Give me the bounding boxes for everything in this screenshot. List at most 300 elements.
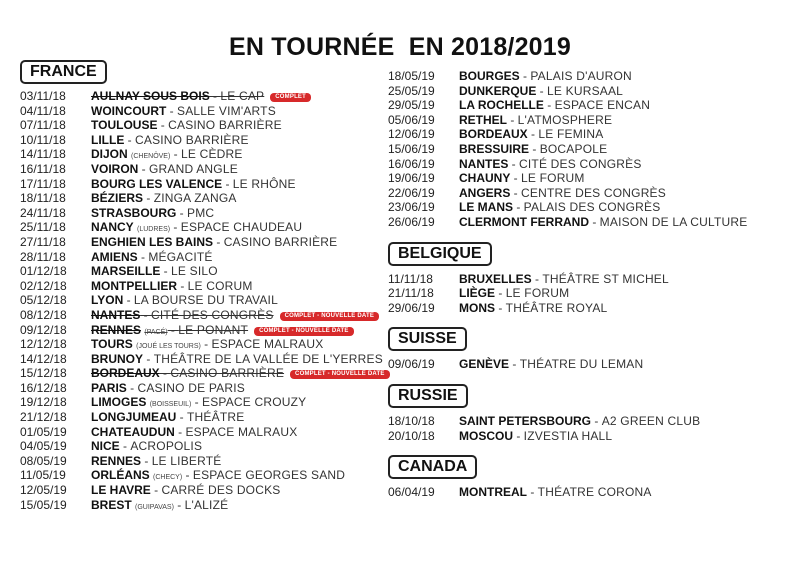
city-name: MARSEILLE	[91, 264, 161, 279]
tour-date-row	[388, 84, 747, 99]
city-name: DUNKERQUE	[459, 83, 537, 98]
date-text: 14/12/18	[20, 351, 67, 366]
show-info	[91, 498, 228, 512]
separator-dash: -	[126, 380, 138, 395]
show-info	[459, 414, 700, 428]
city-name: ANGERS	[459, 185, 511, 200]
venue-name: ACROPOLIS	[130, 439, 203, 454]
page-title: EN TOURNÉE EN 2018/2019	[229, 33, 571, 61]
separator-dash: -	[150, 483, 162, 498]
date-text: 11/11/18	[388, 271, 433, 286]
venue-name: CITÉ DES CONGRÈS	[519, 156, 642, 171]
city-area-note: (BOISSEUIL)	[149, 401, 192, 409]
city-name: LIMOGES	[91, 395, 147, 410]
date-text: 19/06/19	[388, 171, 435, 186]
city-name: BRUXELLES	[459, 271, 532, 286]
right-column	[388, 69, 747, 512]
tour-date-row	[20, 352, 390, 367]
separator-dash: -	[141, 453, 152, 468]
status-badge: COMPLET	[270, 93, 311, 102]
separator-dash: -	[182, 468, 193, 483]
date-text: 02/12/18	[20, 278, 67, 293]
country-label: SUISSE	[388, 327, 467, 351]
date-text: 21/12/18	[20, 410, 67, 425]
date-text: 08/05/19	[20, 453, 67, 468]
date-text: 18/11/18	[20, 191, 66, 206]
city-area-note: (CHENÔVE)	[131, 153, 171, 161]
venue-name: THÉATRE DU LEMAN	[519, 357, 644, 372]
city-name: TOULOUSE	[91, 118, 158, 133]
separator-dash: -	[519, 69, 531, 83]
separator-dash: -	[507, 112, 518, 127]
venue-name: L'ALIZÉ	[184, 497, 229, 512]
city-name: MOSCOU	[459, 428, 513, 443]
separator-dash: -	[589, 214, 600, 229]
venue-name: THÉÂTRE ROYAL	[505, 300, 608, 315]
tour-date-row	[388, 127, 747, 142]
tour-date-row	[388, 429, 747, 444]
country-section	[388, 384, 747, 443]
date-text: 23/06/19	[388, 200, 435, 215]
show-info	[459, 301, 607, 315]
show-info	[459, 485, 652, 499]
show-info	[459, 429, 612, 443]
date-text: 15/05/19	[20, 497, 67, 512]
venue-name: LE PONANT	[178, 322, 249, 337]
country-header	[388, 242, 747, 266]
separator-dash: -	[119, 439, 131, 454]
show-info	[459, 113, 612, 127]
tour-date-row	[20, 337, 390, 352]
left-column	[20, 60, 390, 524]
separator-dash: -	[176, 410, 188, 425]
separator-dash: -	[170, 147, 181, 162]
separator-dash: -	[124, 132, 135, 147]
date-text: 19/12/18	[20, 395, 67, 410]
country-header	[388, 384, 747, 408]
city-name: AMIENS	[91, 249, 138, 264]
show-info	[459, 357, 643, 371]
date-text: 11/05/19	[20, 468, 66, 483]
venue-name: THÉÂTRE DE LA VALLÉE DE L'YERRES	[153, 351, 383, 366]
show-info	[459, 171, 585, 185]
date-text: 14/11/18	[20, 147, 66, 162]
date-text: 24/11/18	[20, 205, 66, 220]
show-info	[459, 272, 669, 286]
venue-name: LE CORUM	[187, 278, 253, 293]
tour-date-row	[20, 395, 390, 410]
city-name: ORLÉANS	[91, 468, 150, 483]
city-name: GENÈVE	[459, 357, 510, 372]
city-name: BREST	[91, 497, 132, 512]
city-name: BORDEAUX	[91, 366, 160, 381]
city-name: STRASBOURG	[91, 205, 177, 220]
venue-name: THÉÂTRE	[187, 410, 245, 425]
country-section	[388, 69, 747, 230]
date-text: 22/06/19	[388, 185, 435, 200]
show-info	[91, 483, 281, 497]
show-info	[91, 468, 345, 482]
separator-dash: -	[159, 366, 171, 381]
venue-name: LE CAP	[220, 89, 265, 103]
show-info	[91, 337, 323, 351]
tour-date-row	[388, 186, 747, 201]
venue-name: CITÉ DES CONGRÈS	[151, 307, 274, 322]
tour-date-row	[20, 177, 390, 192]
tour-date-row	[20, 308, 390, 323]
separator-dash: -	[138, 161, 150, 176]
show-info	[459, 84, 623, 98]
date-text: 09/12/18	[20, 322, 67, 337]
tour-date-row	[20, 89, 390, 104]
city-name: DIJON	[91, 147, 128, 162]
venue-name: ESPACE MALRAUX	[185, 424, 298, 439]
tour-date-row	[20, 410, 390, 425]
separator-dash: -	[200, 337, 212, 352]
date-text: 16/06/19	[388, 156, 435, 171]
separator-dash: -	[123, 293, 134, 308]
show-info	[91, 395, 306, 409]
date-text: 12/05/19	[20, 483, 67, 498]
venue-name: LE FEMINA	[538, 127, 604, 142]
tour-date-row	[20, 425, 390, 440]
tour-date-row	[388, 485, 747, 500]
date-text: 15/06/19	[388, 141, 435, 156]
show-info	[91, 162, 238, 176]
date-text: 25/05/19	[388, 83, 435, 98]
show-info	[459, 200, 660, 214]
tour-date-row	[388, 142, 747, 157]
show-info	[91, 308, 274, 322]
country-header	[20, 60, 390, 84]
tour-date-row	[20, 483, 390, 498]
venue-name: L'ATMOSPHERE	[517, 112, 613, 127]
status-badge: COMPLET - NOUVELLE DATE	[254, 327, 354, 336]
show-info	[91, 133, 249, 147]
tour-date-row	[20, 220, 390, 235]
venue-name: LE FORUM	[505, 286, 570, 301]
venue-name: PMC	[187, 205, 215, 220]
venue-name: THÉÂTRE ST MICHEL	[542, 271, 669, 286]
separator-dash: -	[513, 200, 524, 215]
venue-name: IZVESTIA HALL	[523, 428, 613, 443]
city-name: CHATEAUDUN	[91, 424, 175, 439]
city-name: NANTES	[91, 307, 141, 322]
tour-date-row	[388, 286, 747, 301]
city-name: PARIS	[91, 380, 127, 395]
city-name: BRUNOY	[91, 351, 144, 366]
show-info	[91, 104, 276, 118]
date-text: 08/12/18	[20, 307, 67, 322]
show-info	[91, 147, 243, 161]
status-badge: COMPLET - NOUVELLE DATE	[280, 312, 380, 321]
tour-date-row	[388, 357, 747, 372]
venue-name: CASINO BARRIÈRE	[170, 366, 285, 381]
tour-date-row	[20, 104, 390, 119]
venue-name: ESPACE GEORGES SAND	[192, 468, 346, 483]
separator-dash: -	[213, 234, 224, 249]
venue-name: CASINO BARRIÈRE	[135, 132, 249, 147]
tour-date-row	[388, 98, 747, 113]
show-info	[91, 279, 253, 293]
tour-date-row	[20, 264, 390, 279]
separator-dash: -	[157, 118, 169, 133]
venue-name: ESPACE ENCAN	[554, 98, 651, 113]
separator-dash: -	[143, 191, 154, 206]
separator-dash: -	[166, 103, 177, 118]
date-text: 07/11/18	[20, 118, 66, 133]
show-info	[459, 69, 632, 83]
city-name: MONTREAL	[459, 485, 527, 500]
city-name: LONGJUMEAU	[91, 410, 177, 425]
date-text: 01/12/18	[20, 264, 67, 279]
country-label: RUSSIE	[388, 384, 468, 408]
separator-dash: -	[510, 185, 522, 200]
country-label: FRANCE	[20, 60, 107, 84]
city-name: NICE	[91, 439, 120, 454]
venue-name: CENTRE DES CONGRÈS	[521, 185, 666, 200]
city-name: BOURGES	[459, 69, 520, 83]
date-text: 28/11/18	[20, 249, 66, 264]
city-name: LE HAVRE	[91, 483, 151, 498]
show-info	[459, 142, 607, 156]
date-text: 05/12/18	[20, 293, 67, 308]
date-text: 25/11/18	[20, 220, 66, 235]
venue-name: SALLE VIM'ARTS	[177, 103, 276, 118]
venue-name: LE KURSAAL	[547, 83, 624, 98]
date-text: 04/05/19	[20, 439, 67, 454]
show-info	[91, 366, 284, 380]
tour-date-row	[388, 113, 747, 128]
show-info	[459, 127, 604, 141]
venue-name: LE RHÔNE	[232, 176, 296, 191]
separator-dash: -	[209, 89, 221, 103]
tour-date-row	[388, 301, 747, 316]
city-name: LE MANS	[459, 200, 513, 215]
date-text: 29/05/19	[388, 98, 435, 113]
city-name: NANTES	[459, 156, 509, 171]
date-text: 12/06/19	[388, 127, 435, 142]
tour-date-row	[388, 200, 747, 215]
date-text: 18/05/19	[388, 69, 435, 83]
tour-date-row	[20, 323, 390, 338]
separator-dash: -	[143, 351, 154, 366]
tour-date-row	[20, 381, 390, 396]
show-info	[459, 215, 747, 229]
tour-date-row	[20, 279, 390, 294]
venue-name: A2 GREEN CLUB	[601, 413, 701, 428]
venue-name: LE FORUM	[521, 171, 585, 186]
country-header	[388, 327, 747, 351]
country-section	[388, 242, 747, 316]
country-label: CANADA	[388, 455, 477, 479]
tour-date-row	[388, 414, 747, 429]
separator-dash: -	[170, 220, 181, 235]
show-info	[91, 293, 278, 307]
date-text: 15/12/18	[20, 366, 67, 381]
separator-dash: -	[176, 205, 188, 220]
city-name: BORDEAUX	[459, 127, 528, 142]
venue-name: LA BOURSE DU TRAVAIL	[133, 293, 278, 308]
date-text: 26/06/19	[388, 214, 435, 229]
tour-date-row	[20, 498, 390, 513]
city-name: MONTPELLIER	[91, 278, 177, 293]
separator-dash: -	[509, 357, 520, 372]
country-section	[388, 327, 747, 372]
tour-date-row	[20, 293, 390, 308]
city-area-note: (GUIPAVAS)	[135, 503, 174, 511]
city-name: TOURS	[91, 337, 133, 352]
tour-date-row	[20, 250, 390, 265]
date-text: 29/06/19	[388, 300, 435, 315]
show-info	[91, 220, 302, 234]
city-name: MONS	[459, 300, 495, 315]
venue-name: CASINO DE PARIS	[137, 380, 245, 395]
separator-dash: -	[140, 307, 152, 322]
date-text: 05/06/19	[388, 112, 435, 127]
separator-dash: -	[543, 98, 555, 113]
separator-dash: -	[137, 249, 149, 264]
date-text: 17/11/18	[20, 176, 66, 191]
separator-dash: -	[191, 395, 202, 410]
city-name: RETHEL	[459, 112, 507, 127]
date-text: 03/11/18	[20, 89, 66, 103]
country-section	[20, 60, 390, 512]
separator-dash: -	[508, 156, 520, 171]
venue-name: LE SILO	[171, 264, 218, 279]
city-name: BÉZIERS	[91, 191, 144, 206]
city-name: WOINCOURT	[91, 103, 167, 118]
date-text: 16/12/18	[20, 380, 67, 395]
tour-date-row	[20, 133, 390, 148]
city-area-note: (LUDRES)	[137, 226, 171, 234]
separator-dash: -	[510, 171, 522, 186]
show-info	[459, 286, 569, 300]
date-text: 20/10/18	[388, 428, 435, 443]
separator-dash: -	[167, 322, 179, 337]
date-text: 27/11/18	[20, 234, 66, 249]
city-name: LILLE	[91, 132, 125, 147]
venue-name: ZINGA ZANGA	[153, 191, 237, 206]
tour-date-row	[388, 157, 747, 172]
status-badge: COMPLET - NOUVELLE DATE	[290, 370, 390, 379]
show-info	[91, 381, 245, 395]
show-info	[459, 157, 642, 171]
tour-date-row	[20, 147, 390, 162]
date-text: 04/11/18	[20, 103, 66, 118]
tour-date-row	[388, 215, 747, 230]
venue-name: LE LIBERTÉ	[151, 453, 222, 468]
venue-name: LE CÈDRE	[180, 147, 243, 162]
show-info	[91, 118, 282, 132]
city-name: SAINT PETERSBOURG	[459, 413, 592, 428]
tour-date-row	[20, 468, 390, 483]
tour-date-row	[388, 69, 747, 84]
venue-name: ESPACE CHAUDEAU	[180, 220, 303, 235]
show-info	[459, 98, 650, 112]
separator-dash: -	[174, 424, 186, 439]
tour-date-row	[20, 366, 390, 381]
date-text: 21/11/18	[388, 286, 434, 301]
venue-name: PALAIS D'AURON	[530, 69, 632, 83]
show-info	[459, 186, 666, 200]
separator-dash: -	[160, 264, 172, 279]
venue-name: MAISON DE LA CULTURE	[599, 214, 748, 229]
city-area-note: (PACÉ)	[144, 328, 168, 336]
date-text: 06/04/19	[388, 485, 435, 500]
separator-dash: -	[591, 413, 602, 428]
country-header	[388, 455, 747, 479]
show-info	[91, 439, 202, 453]
show-info	[91, 352, 383, 366]
city-name: RENNES	[91, 453, 142, 468]
date-text: 10/11/18	[20, 132, 66, 147]
city-name: LA ROCHELLE	[459, 98, 544, 113]
show-info	[91, 191, 237, 205]
venue-name: CARRÉ DES DOCKS	[161, 483, 281, 498]
city-area-note: (JOUÉ LES TOURS)	[136, 343, 201, 351]
venue-name: CASINO BARRIÈRE	[168, 118, 282, 133]
date-text: 18/10/18	[388, 413, 435, 428]
tour-date-row	[20, 454, 390, 469]
tour-date-row	[20, 118, 390, 133]
separator-dash: -	[527, 127, 539, 142]
date-text: 12/12/18	[20, 337, 67, 352]
show-info	[91, 454, 222, 468]
city-area-note: (CHECY)	[153, 474, 183, 482]
tour-date-row	[388, 272, 747, 287]
city-name: BRESSUIRE	[459, 141, 530, 156]
venue-name: GRAND ANGLE	[149, 161, 238, 176]
city-name: CLERMONT FERRAND	[459, 214, 589, 229]
separator-dash: -	[495, 286, 506, 301]
date-text: 01/05/19	[20, 424, 67, 439]
city-name: BOURG LES VALENCE	[91, 176, 223, 191]
date-text: 09/06/19	[388, 357, 435, 372]
separator-dash: -	[222, 176, 233, 191]
show-info	[91, 264, 218, 278]
city-name: ENGHIEN LES BAINS	[91, 234, 214, 249]
city-name: LIÈGE	[459, 286, 496, 301]
separator-dash: -	[177, 278, 188, 293]
country-section	[388, 455, 747, 500]
venue-name: CASINO BARRIÈRE	[223, 234, 338, 249]
venue-name: PALAIS DES CONGRÈS	[523, 200, 661, 215]
venue-name: ESPACE CROUZY	[201, 395, 307, 410]
tour-date-row	[20, 191, 390, 206]
venue-name: MÉGACITÉ	[148, 249, 213, 264]
tour-date-row	[20, 439, 390, 454]
venue-name: THÉATRE CORONA	[537, 485, 652, 500]
tour-date-row	[388, 171, 747, 186]
show-info	[91, 323, 248, 337]
show-info	[91, 177, 296, 191]
separator-dash: -	[513, 428, 524, 443]
date-text: 16/11/18	[20, 161, 66, 176]
show-info	[91, 89, 264, 103]
city-name: RENNES	[91, 322, 142, 337]
separator-dash: -	[527, 485, 538, 500]
separator-dash: -	[173, 497, 185, 512]
city-name: LYON	[91, 293, 124, 308]
show-info	[91, 425, 297, 439]
separator-dash: -	[529, 141, 540, 156]
country-label: BELGIQUE	[388, 242, 492, 266]
separator-dash: -	[536, 83, 548, 98]
city-name: VOIRON	[91, 161, 139, 176]
show-info	[91, 410, 244, 424]
venue-name: BOCAPOLE	[539, 141, 608, 156]
